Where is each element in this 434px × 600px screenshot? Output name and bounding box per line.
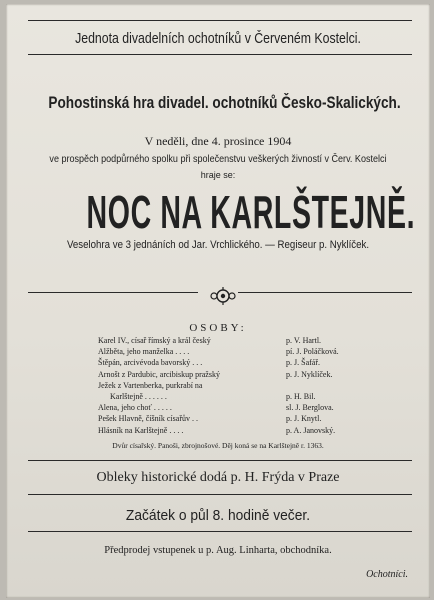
cast-actor: sl. J. Berglova.: [286, 403, 334, 413]
plays-label: hraje se:: [200, 170, 236, 180]
cast-role: Alena, jeho choť . . . . .: [98, 403, 172, 413]
cast-role: Karlštejně . . . . . .: [110, 392, 167, 402]
cast-actor: pí. J. Poláčková.: [286, 347, 339, 357]
cast-row: [98, 413, 378, 424]
costumes-rule-top: [28, 460, 412, 461]
cast-row: [98, 425, 378, 436]
cast-role: Alžběta, jeho manželka . . . .: [98, 347, 190, 357]
organization-heading: Jednota divadelních ochotníků v Červeném Kostelci.: [75, 30, 361, 47]
cast-row: [98, 402, 378, 413]
cast-row: [98, 335, 378, 346]
cast-role: Ježek z Vartenberka, purkrabí na: [98, 380, 203, 390]
scene-note: Dvůr císařský. Panoši, zbrojnošové. Děj koná se na Karlštejně r. 1363.: [112, 441, 324, 450]
top-rule: [28, 20, 412, 21]
cast-row: [98, 357, 378, 368]
start-time-line: Začátek o půl 8. hodině večer.: [125, 507, 311, 524]
cast-role: Hlásník na Karlštejně . . . .: [98, 425, 184, 435]
play-subtitle: Veselohra ve 3 jednáních od Jar. Vrchlického. — Regiseur p. Nyklíček.: [66, 239, 370, 251]
cast-heading: OSOBY:: [189, 322, 247, 334]
cast-role: Pešek Hlavně, číšník císařův . .: [98, 414, 198, 424]
cast-actor: p. H. Bil.: [286, 392, 316, 402]
presale-line: Předprodej vstupenek u p. Aug. Linharta, obchodníka.: [104, 545, 332, 556]
costumes-line: Obleky historické dodá p. H. Frýda v Praze: [96, 470, 340, 485]
ornament-rule-right: [238, 292, 412, 293]
ornament-rule-left: [28, 292, 198, 293]
ornament-icon: [208, 285, 238, 307]
playbill-poster: [6, 4, 430, 598]
benefit-line: ve prospěch podpůrného spolku při společenstvu veškerých živností v Červ. Kostelci: [49, 153, 387, 165]
header-rule: [28, 54, 412, 55]
cast-role: Arnošt z Pardubic, arcibiskup pražský: [98, 369, 220, 379]
cast-role: Karel IV., císař římský a král český: [98, 336, 211, 345]
cast-role: Štěpán, arcivévoda bavorský . . .: [98, 358, 203, 368]
guest-performance-line: Pohostinská hra divadel. ochotníků Česko-Skalických.: [48, 93, 401, 112]
cast-actor: p. V. Hartl.: [286, 336, 322, 345]
cast-actor: p. A. Janovský.: [286, 425, 336, 435]
cast-actor: p. J. Knytl.: [286, 414, 322, 424]
performance-date: V neděli, dne 4. prosince 1904: [144, 134, 292, 148]
cast-list: [98, 335, 378, 436]
signature: Ochotníci.: [366, 569, 408, 580]
cast-actor: p. J. Šafář.: [286, 358, 320, 368]
start-rule-top: [28, 494, 412, 495]
cast-row: [98, 346, 378, 357]
cast-actor: p. J. Nyklíček.: [286, 369, 333, 379]
cast-row: [98, 369, 378, 380]
cast-row: [98, 380, 378, 391]
cast-actor: [286, 380, 378, 391]
cast-row: [98, 391, 378, 402]
start-rule-bottom: [28, 531, 412, 532]
play-title: NOC NA KARLŠTEJNĚ.: [86, 186, 416, 238]
